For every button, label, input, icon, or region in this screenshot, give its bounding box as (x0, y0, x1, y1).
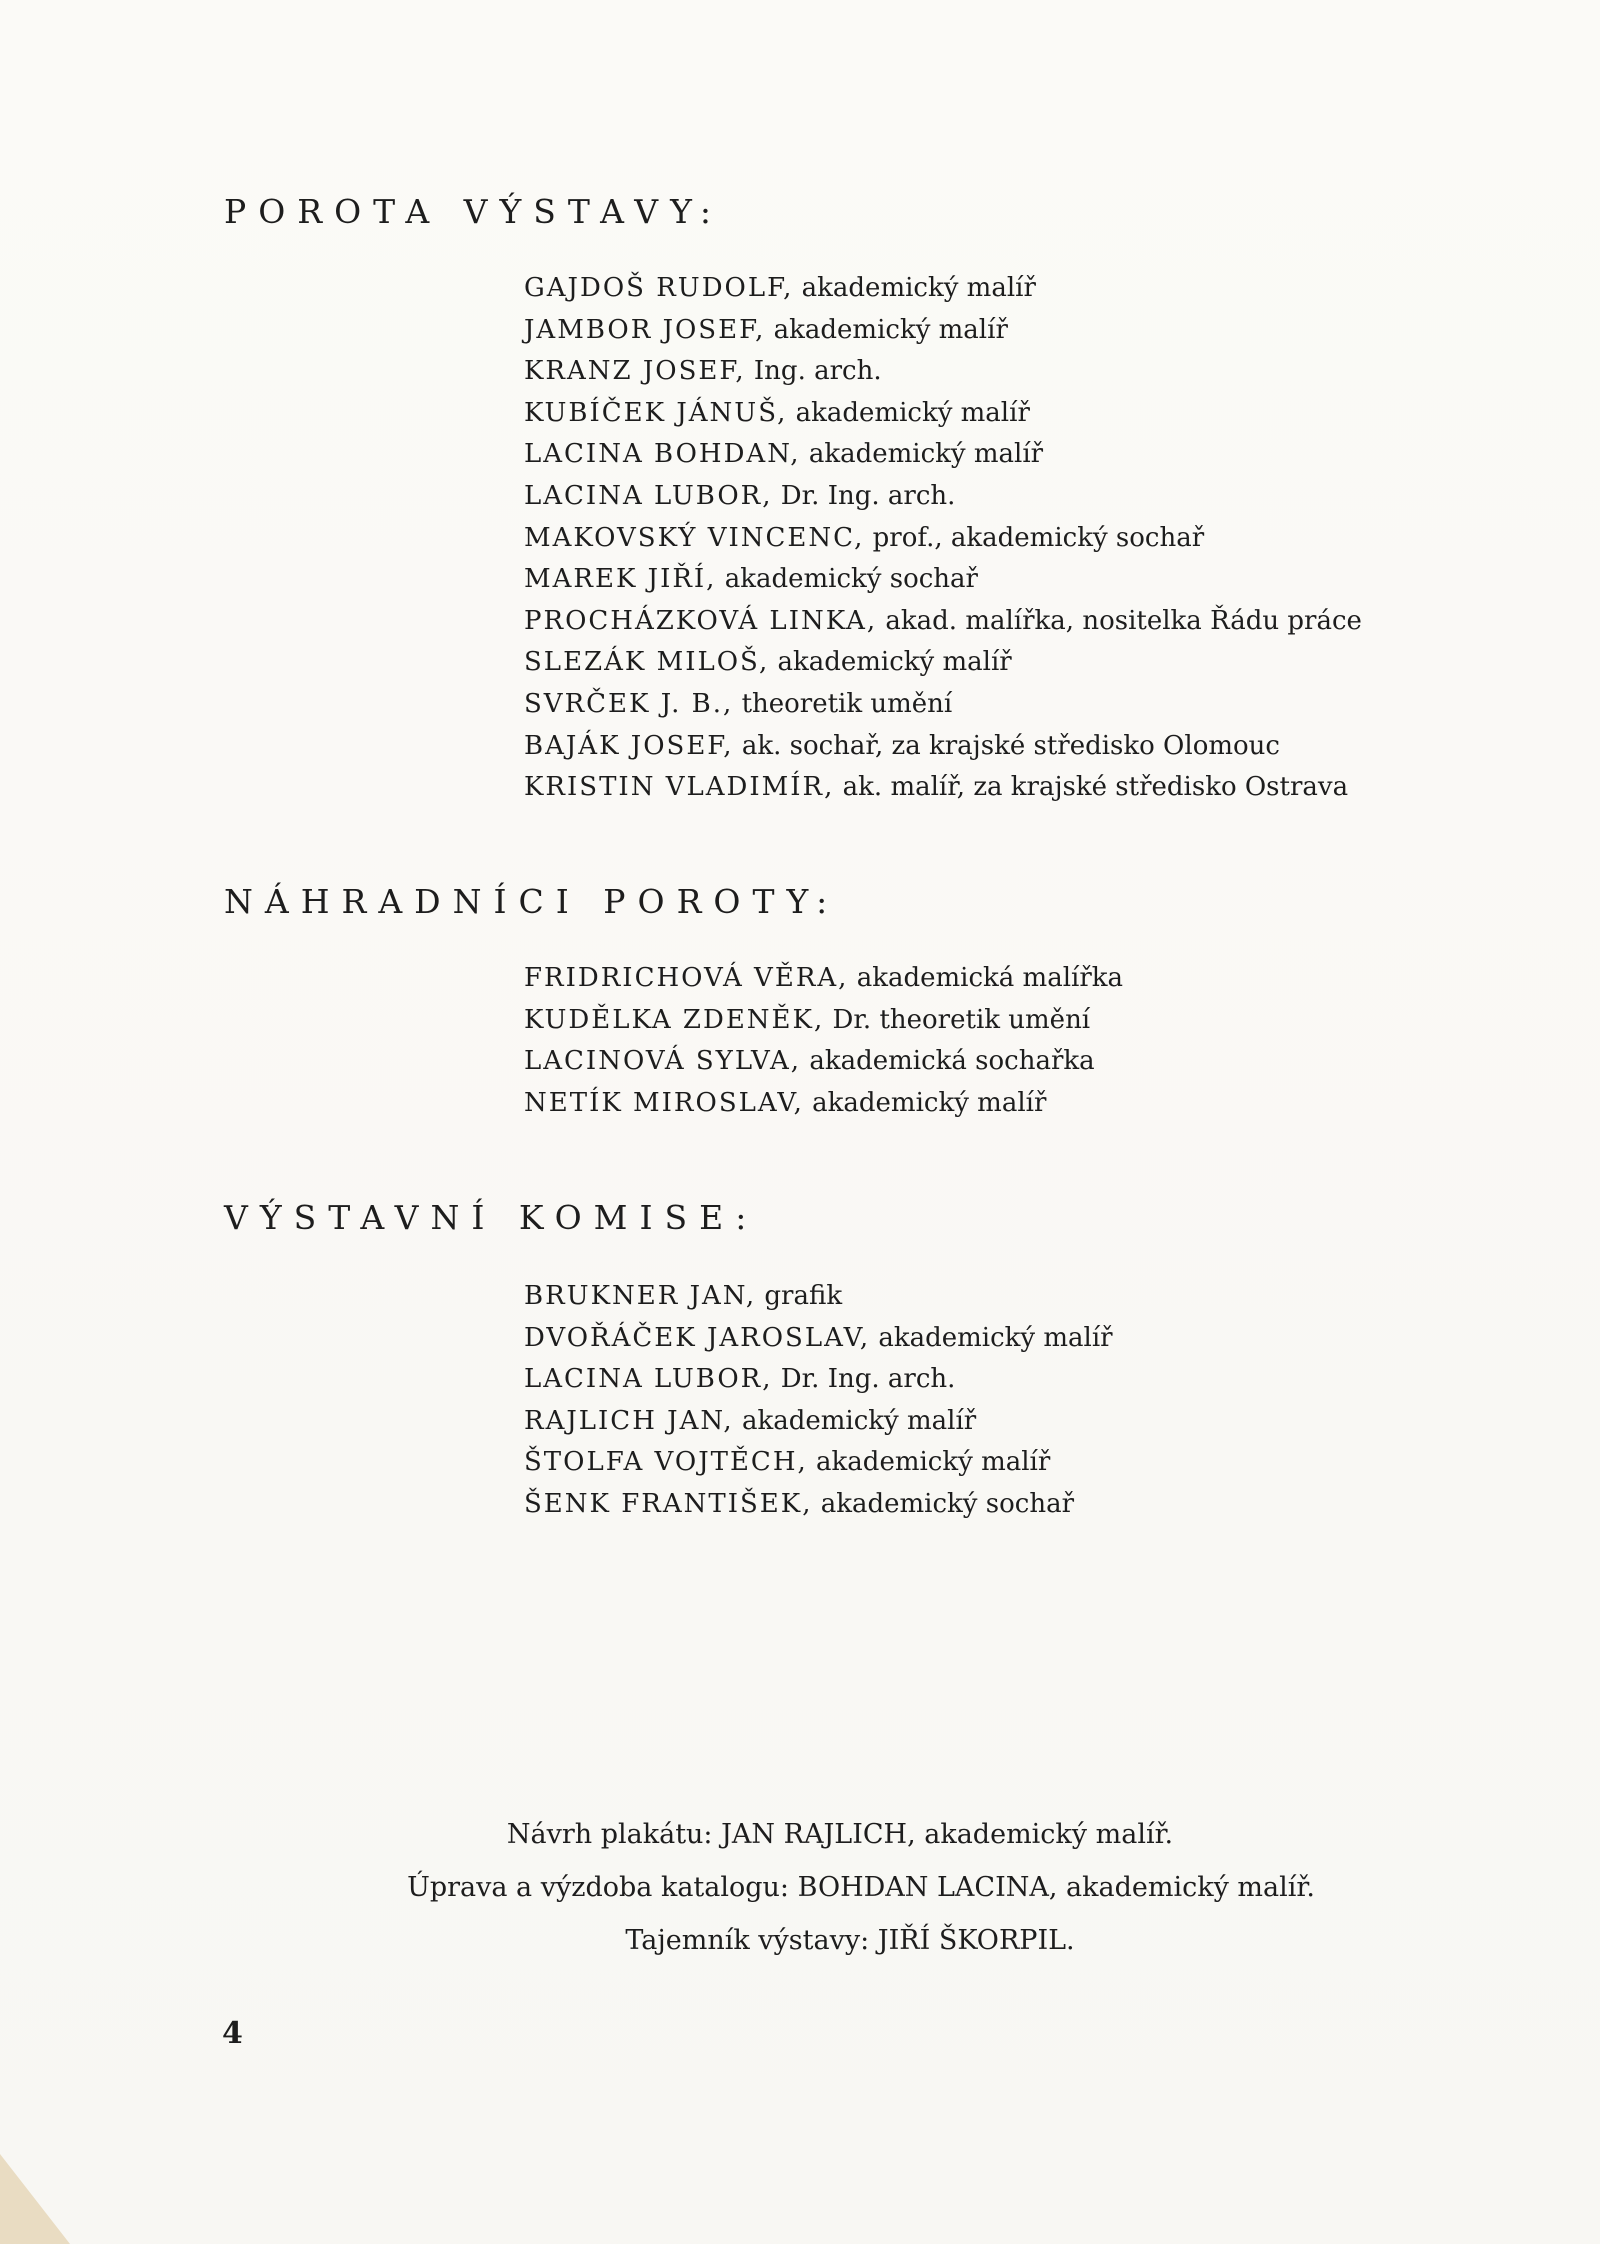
member-name: LACINA BOHDAN, (524, 439, 801, 470)
list-item (524, 958, 1123, 1000)
list-item (524, 1041, 1123, 1083)
list-item (524, 1442, 1113, 1484)
member-role: akademický sochař (820, 1488, 1074, 1519)
jury-heading: POROTA VÝSTAVY: (224, 192, 723, 231)
member-name: ŠTOLFA VOJTĚCH, (524, 1447, 808, 1478)
member-role: prof., akademický sochař (872, 522, 1205, 553)
member-name: KUDĚLKA ZDENĚK, (524, 1004, 825, 1035)
member-name: NETÍK MIROSLAV, (524, 1087, 804, 1118)
alternates-list (524, 958, 1123, 1124)
list-item (524, 1484, 1113, 1526)
list-item (524, 393, 1362, 435)
member-name: SLEZÁK MILOŠ, (524, 647, 770, 678)
member-role: ak. sochař, za krajské středisko Olomouc (741, 730, 1280, 761)
page-number: 4 (222, 2016, 243, 2051)
member-role: akademický malíř (878, 1322, 1113, 1353)
member-name: MAREK JIŘÍ, (524, 564, 717, 595)
member-role: akademický malíř (777, 647, 1012, 678)
list-item (524, 559, 1362, 601)
member-name: KUBÍČEK JÁNUŠ, (524, 397, 788, 428)
member-name: FRIDRICHOVÁ VĚRA, (524, 963, 849, 993)
member-name: BAJÁK JOSEF, (524, 730, 734, 761)
member-name: KRANZ JOSEF, (524, 356, 746, 387)
member-name: RAJLICH JAN, (524, 1405, 734, 1436)
member-role: theoretik umění (741, 688, 953, 719)
list-item (524, 1401, 1113, 1443)
catalogue-credit: Úprava a výzdoba katalogu: BOHDAN LACINA, akademický malíř. (407, 1872, 1315, 1903)
member-role: akademický malíř (741, 1405, 977, 1436)
alternates-heading: NÁHRADNÍCI POROTY: (224, 882, 840, 921)
member-role: akademický malíř (816, 1447, 1051, 1478)
member-name: ŠENK FRANTIŠEK, (524, 1488, 813, 1519)
member-name: BRUKNER JAN, (524, 1281, 757, 1311)
member-role: Dr. Ing. arch. (780, 480, 956, 511)
member-role: Dr. Ing. arch. (780, 1364, 956, 1395)
member-name: LACINOVÁ SYLVA, (524, 1046, 802, 1077)
member-role: Dr. theoretik umění (832, 1004, 1091, 1035)
credits-block (0, 1808, 1600, 1967)
member-name: SVRČEK J. B., (524, 688, 734, 719)
list-item (524, 518, 1362, 560)
member-role: grafik (764, 1281, 843, 1311)
member-role: akademická sochařka (809, 1046, 1095, 1077)
list-item (524, 1000, 1123, 1042)
list-item (524, 476, 1362, 518)
member-role: ak. malíř, za krajské středisko Ostrava (842, 772, 1349, 803)
list-item (524, 726, 1362, 768)
member-name: PROCHÁZKOVÁ LINKA, (524, 605, 878, 636)
member-role: akademická malířka (856, 963, 1124, 993)
member-name: LACINA LUBOR, (524, 480, 773, 511)
member-name: DVOŘÁČEK JAROSLAV, (524, 1322, 871, 1353)
member-role: akademický malíř (808, 439, 1044, 470)
list-item (524, 767, 1362, 809)
list-item (524, 1359, 1113, 1401)
member-role: akademický malíř (773, 314, 1008, 345)
jury-list (524, 268, 1362, 809)
committee-heading: VÝSTAVNÍ KOMISE: (224, 1198, 759, 1237)
poster-credit: Návrh plakátu: JAN RAJLICH, akademický malíř. (506, 1819, 1174, 1850)
list-item (524, 601, 1362, 643)
list-item (524, 268, 1362, 310)
member-role: akad. malířka, nositelka Řádu práce (885, 605, 1362, 636)
list-item (524, 434, 1362, 476)
member-name: JAMBOR JOSEF, (524, 314, 766, 345)
member-role: Ing. arch. (753, 356, 882, 387)
member-role: akademický malíř (795, 397, 1030, 428)
member-role: akademický malíř (801, 273, 1036, 303)
member-name: MAKOVSKÝ VINCENC, (524, 522, 865, 553)
member-name: KRISTIN VLADIMÍR, (524, 772, 835, 803)
secretary-credit: Tajemník výstavy: JIŘÍ ŠKORPIL. (625, 1925, 1075, 1956)
list-item (524, 684, 1362, 726)
list-item (524, 1083, 1123, 1125)
member-role: akademický sochař (724, 564, 978, 595)
list-item (524, 642, 1362, 684)
list-item (524, 310, 1362, 352)
member-role: akademický malíř (812, 1087, 1047, 1118)
committee-list (524, 1276, 1113, 1526)
list-item (524, 1276, 1113, 1318)
member-name: LACINA LUBOR, (524, 1364, 773, 1395)
page-corner (0, 2154, 70, 2244)
list-item (524, 351, 1362, 393)
list-item (524, 1318, 1113, 1360)
member-name: GAJDOŠ RUDOLF, (524, 273, 794, 303)
